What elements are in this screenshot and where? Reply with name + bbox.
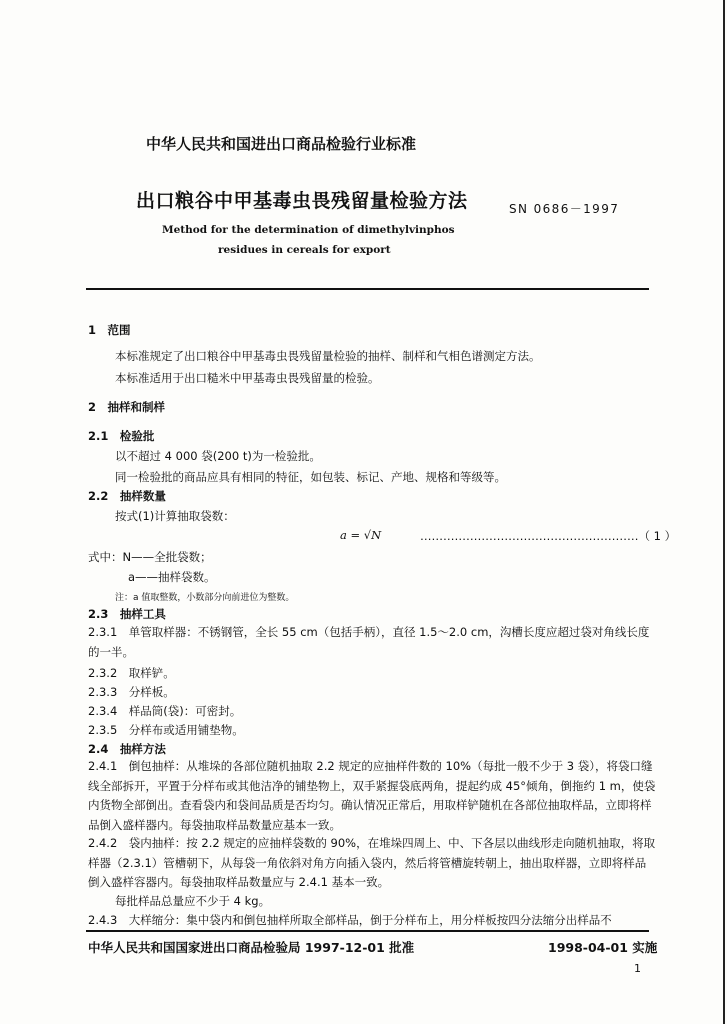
tool-2-3-2: 2.3.2 取样铲。 xyxy=(88,666,175,680)
formula-where-1: 式中：N——全批袋数； xyxy=(88,550,212,564)
section-1-heading: 1 范围 xyxy=(88,323,131,337)
formula-note: 注：a 值取整数，小数部分向前进位为整数。 xyxy=(115,593,295,603)
org-line: 中华人民共和国进出口商品检验行业标准 xyxy=(146,135,417,153)
method-2-4-2: 2.4.2 袋内抽样：按 2.2 规定的应抽样袋数的 90%，在堆垛四周上、中、下各层以曲线形走向随机抽取，将取样器（2.3.1）管槽朝下，从每袋一角依斜对角方向插入袋内，然后将管槽旋转朝上，抽出取样器，立即将样品倒入盛样容器内。每袋抽取样品数量应与 2.4.1 基本一致。 xyxy=(88,836,656,889)
standard-number: SN 0686－1997 xyxy=(509,202,620,216)
scope-paragraph-2: 本标准适用于出口糙米中甲基毒虫畏残留量的检验。 xyxy=(115,371,380,385)
formula-where-2: a——抽样袋数。 xyxy=(128,570,216,584)
section-2-heading: 2 抽样和制样 xyxy=(88,400,166,414)
batch-paragraph-2: 同一检验批的商品应具有相同的特征，如包装、标记、产地、规格和等级等。 xyxy=(115,470,506,484)
method-2-4-1: 2.4.1 倒包抽样：从堆垛的各部位随机抽取 2.2 规定的应抽样件数的 10%（每批一般不少于 3 袋），将袋口缝线全部拆开，平置于分样布或其他洁净的铺垫物上，双手紧握袋底两角，提起约成 45°倾角，倒拖约 1 m，使袋内货物全部倒出。查看袋内和袋间品质是否均匀。确认情况正常后，用取样铲随机在各部位抽取样品，立即将样品倒入盛样器内。每袋抽取样品数量应基本一致。 xyxy=(88,759,656,832)
formula: a = √N xyxy=(340,528,382,542)
method-2-4-2-total: 每批样品总量应不少于 4 kg。 xyxy=(115,894,271,908)
header-rule xyxy=(86,288,649,290)
method-2-4-3: 2.4.3 大样缩分：集中袋内和倒包抽样所取全部样品，倒于分样布上，用分样板按四分法缩分出样品不 xyxy=(88,913,612,927)
scan-edge xyxy=(723,0,725,1024)
english-title-line-1: Method for the determination of dimethylvinphos xyxy=(162,224,455,236)
section-2-3-heading: 2.3 抽样工具 xyxy=(88,607,166,621)
quantity-paragraph: 按式(1)计算抽取袋数： xyxy=(115,509,235,523)
approval-line: 中华人民共和国国家进出口商品检验局 1997-12-01 批准 xyxy=(88,940,415,955)
formula-number: …………………………………………………（ 1 ） xyxy=(420,529,677,543)
tool-2-3-3: 2.3.3 分样板。 xyxy=(88,685,175,699)
scope-paragraph-1: 本标准规定了出口粮谷中甲基毒虫畏残留量检验的抽样、制样和气相色谱测定方法。 xyxy=(115,349,541,363)
page-number: 1 xyxy=(634,962,641,975)
document-title: 出口粮谷中甲基毒虫畏残留量检验方法 xyxy=(136,190,468,212)
tool-2-3-1: 2.3.1 单管取样器：不锈钢管，全长 55 cm（包括手柄），直径 1.5～2.0 cm，沟槽长度应超过袋对角线长度的一半。 xyxy=(88,625,650,659)
effective-date: 1998-04-01 实施 xyxy=(548,940,658,955)
tool-2-3-5: 2.3.5 分样布或适用铺垫物。 xyxy=(88,723,244,737)
section-2-1-heading: 2.1 检验批 xyxy=(88,429,155,443)
batch-paragraph-1: 以不超过 4 000 袋(200 t)为一检验批。 xyxy=(115,449,321,463)
tool-2-3-4: 2.3.4 样品筒(袋)：可密封。 xyxy=(88,704,242,718)
section-2-4-heading: 2.4 抽样方法 xyxy=(88,742,166,756)
footer-rule xyxy=(86,930,649,932)
section-2-2-heading: 2.2 抽样数量 xyxy=(88,489,166,503)
english-title-line-2: residues in cereals for export xyxy=(218,244,391,256)
